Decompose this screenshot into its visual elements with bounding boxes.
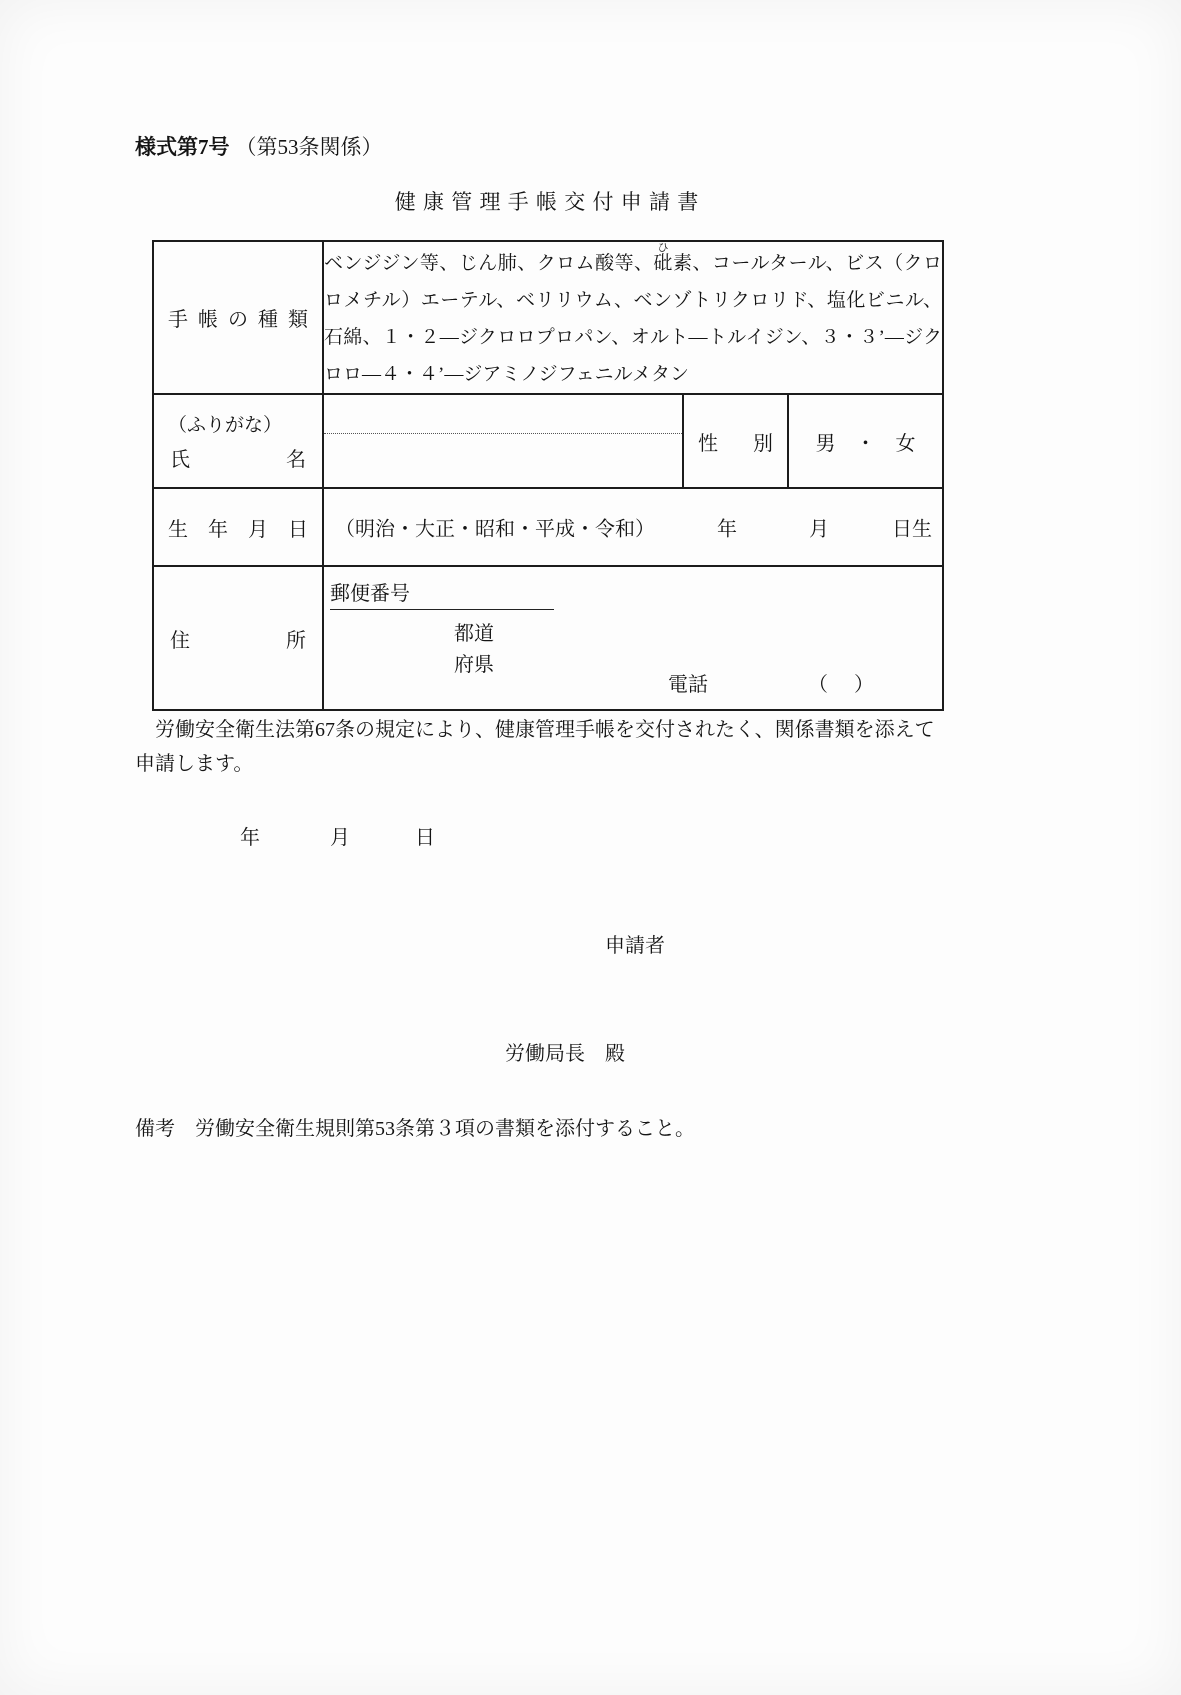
arsenic-ruby-furigana: ひ [653,242,673,254]
birthdate-content [324,491,942,563]
date-day-label: 日 [415,827,435,849]
birth-year-label: 年 [717,518,737,541]
address-row [153,566,943,710]
handbook-type-label-cell [153,241,323,394]
birthdate-label-cell [153,488,323,566]
handbook-type-cell [323,241,943,394]
handbook-type-text [324,242,942,393]
sex-label-cell [683,394,788,488]
phone-label: 電話 [668,674,708,696]
arsenic-ruby [653,242,673,274]
form-number-main: 様式第7号 [135,135,230,159]
name-label-left: 氏 [170,449,190,471]
sex-label: 性 別 [698,432,773,455]
addressee-label: 労働局長 殿 [505,1043,625,1065]
date-line [0,821,1181,847]
address-cell [323,566,943,710]
sex-options: 男 ・ 女 [788,394,943,488]
remarks-note: 備考 労働安全衛生規則第53条第３項の書類を添付すること。 [135,1118,695,1140]
handbook-type-label: 手 帳 の 種 類 [168,309,308,331]
birthdate-cell [323,488,943,566]
statement-line-2: 申請します。 [135,753,254,775]
phone-paren-open: （ [808,674,828,696]
prefecture-line1: 都道 [454,623,494,645]
arsenic-ruby-base: 砒 [653,253,673,274]
furigana-divider-line [324,433,682,434]
name-input-area [323,394,683,488]
phone-paren-close: ） [854,674,874,696]
birthdate-label: 生 年 月 日 [168,518,308,541]
handbook-type-text-before: ベンジジン等、じん肺、クロム酸等、 [324,253,654,274]
document-title: 健 康 管 理 手 帳 交 付 申 請 書 [394,190,700,214]
form-number [135,131,383,161]
name-row [153,394,943,488]
postal-code-label: 郵便番号 [330,577,554,610]
name-entry-space [324,397,682,485]
prefecture-line2: 府県 [454,654,494,676]
application-statement [135,713,935,781]
date-month-label: 月 [330,827,350,849]
statement-line-1: 労働安全衛生法第67条の規定により、健康管理手帳を交付されたく、関係書類を添えて [135,719,935,741]
applicant-label: 申請者 [605,935,665,957]
address-label [154,624,322,653]
birth-day-label: 日生 [892,518,932,541]
address-label-right: 所 [286,629,306,652]
name-label-right: 名 [286,449,306,471]
handbook-type-text-after: 素、コールタール、ビス（クロロメチル）エーテル、ベリリウム、ベンゾトリクロリド、塩化ビニル、石綿、１・２―ジクロロプロパン、オルト―トルイジン、３・３’―ジクロロ―４・４’―ジアミノジフェニルメタン [324,253,943,385]
address-label-cell [153,566,323,710]
furigana-label: （ふりがな） [168,415,283,436]
birthdate-row [153,488,943,566]
date-year-label: 年 [240,827,260,849]
address-content [324,569,942,707]
name-label-cell [153,394,323,488]
era-options: （明治・大正・昭和・平成・令和） [335,518,655,541]
address-label-left: 住 [170,629,190,652]
application-table [152,240,944,711]
prefecture-text [454,619,494,681]
handbook-type-row [153,241,943,394]
form-number-sub: （第53条関係） [235,135,383,159]
birth-month-label: 月 [809,518,829,541]
name-label [154,443,322,472]
